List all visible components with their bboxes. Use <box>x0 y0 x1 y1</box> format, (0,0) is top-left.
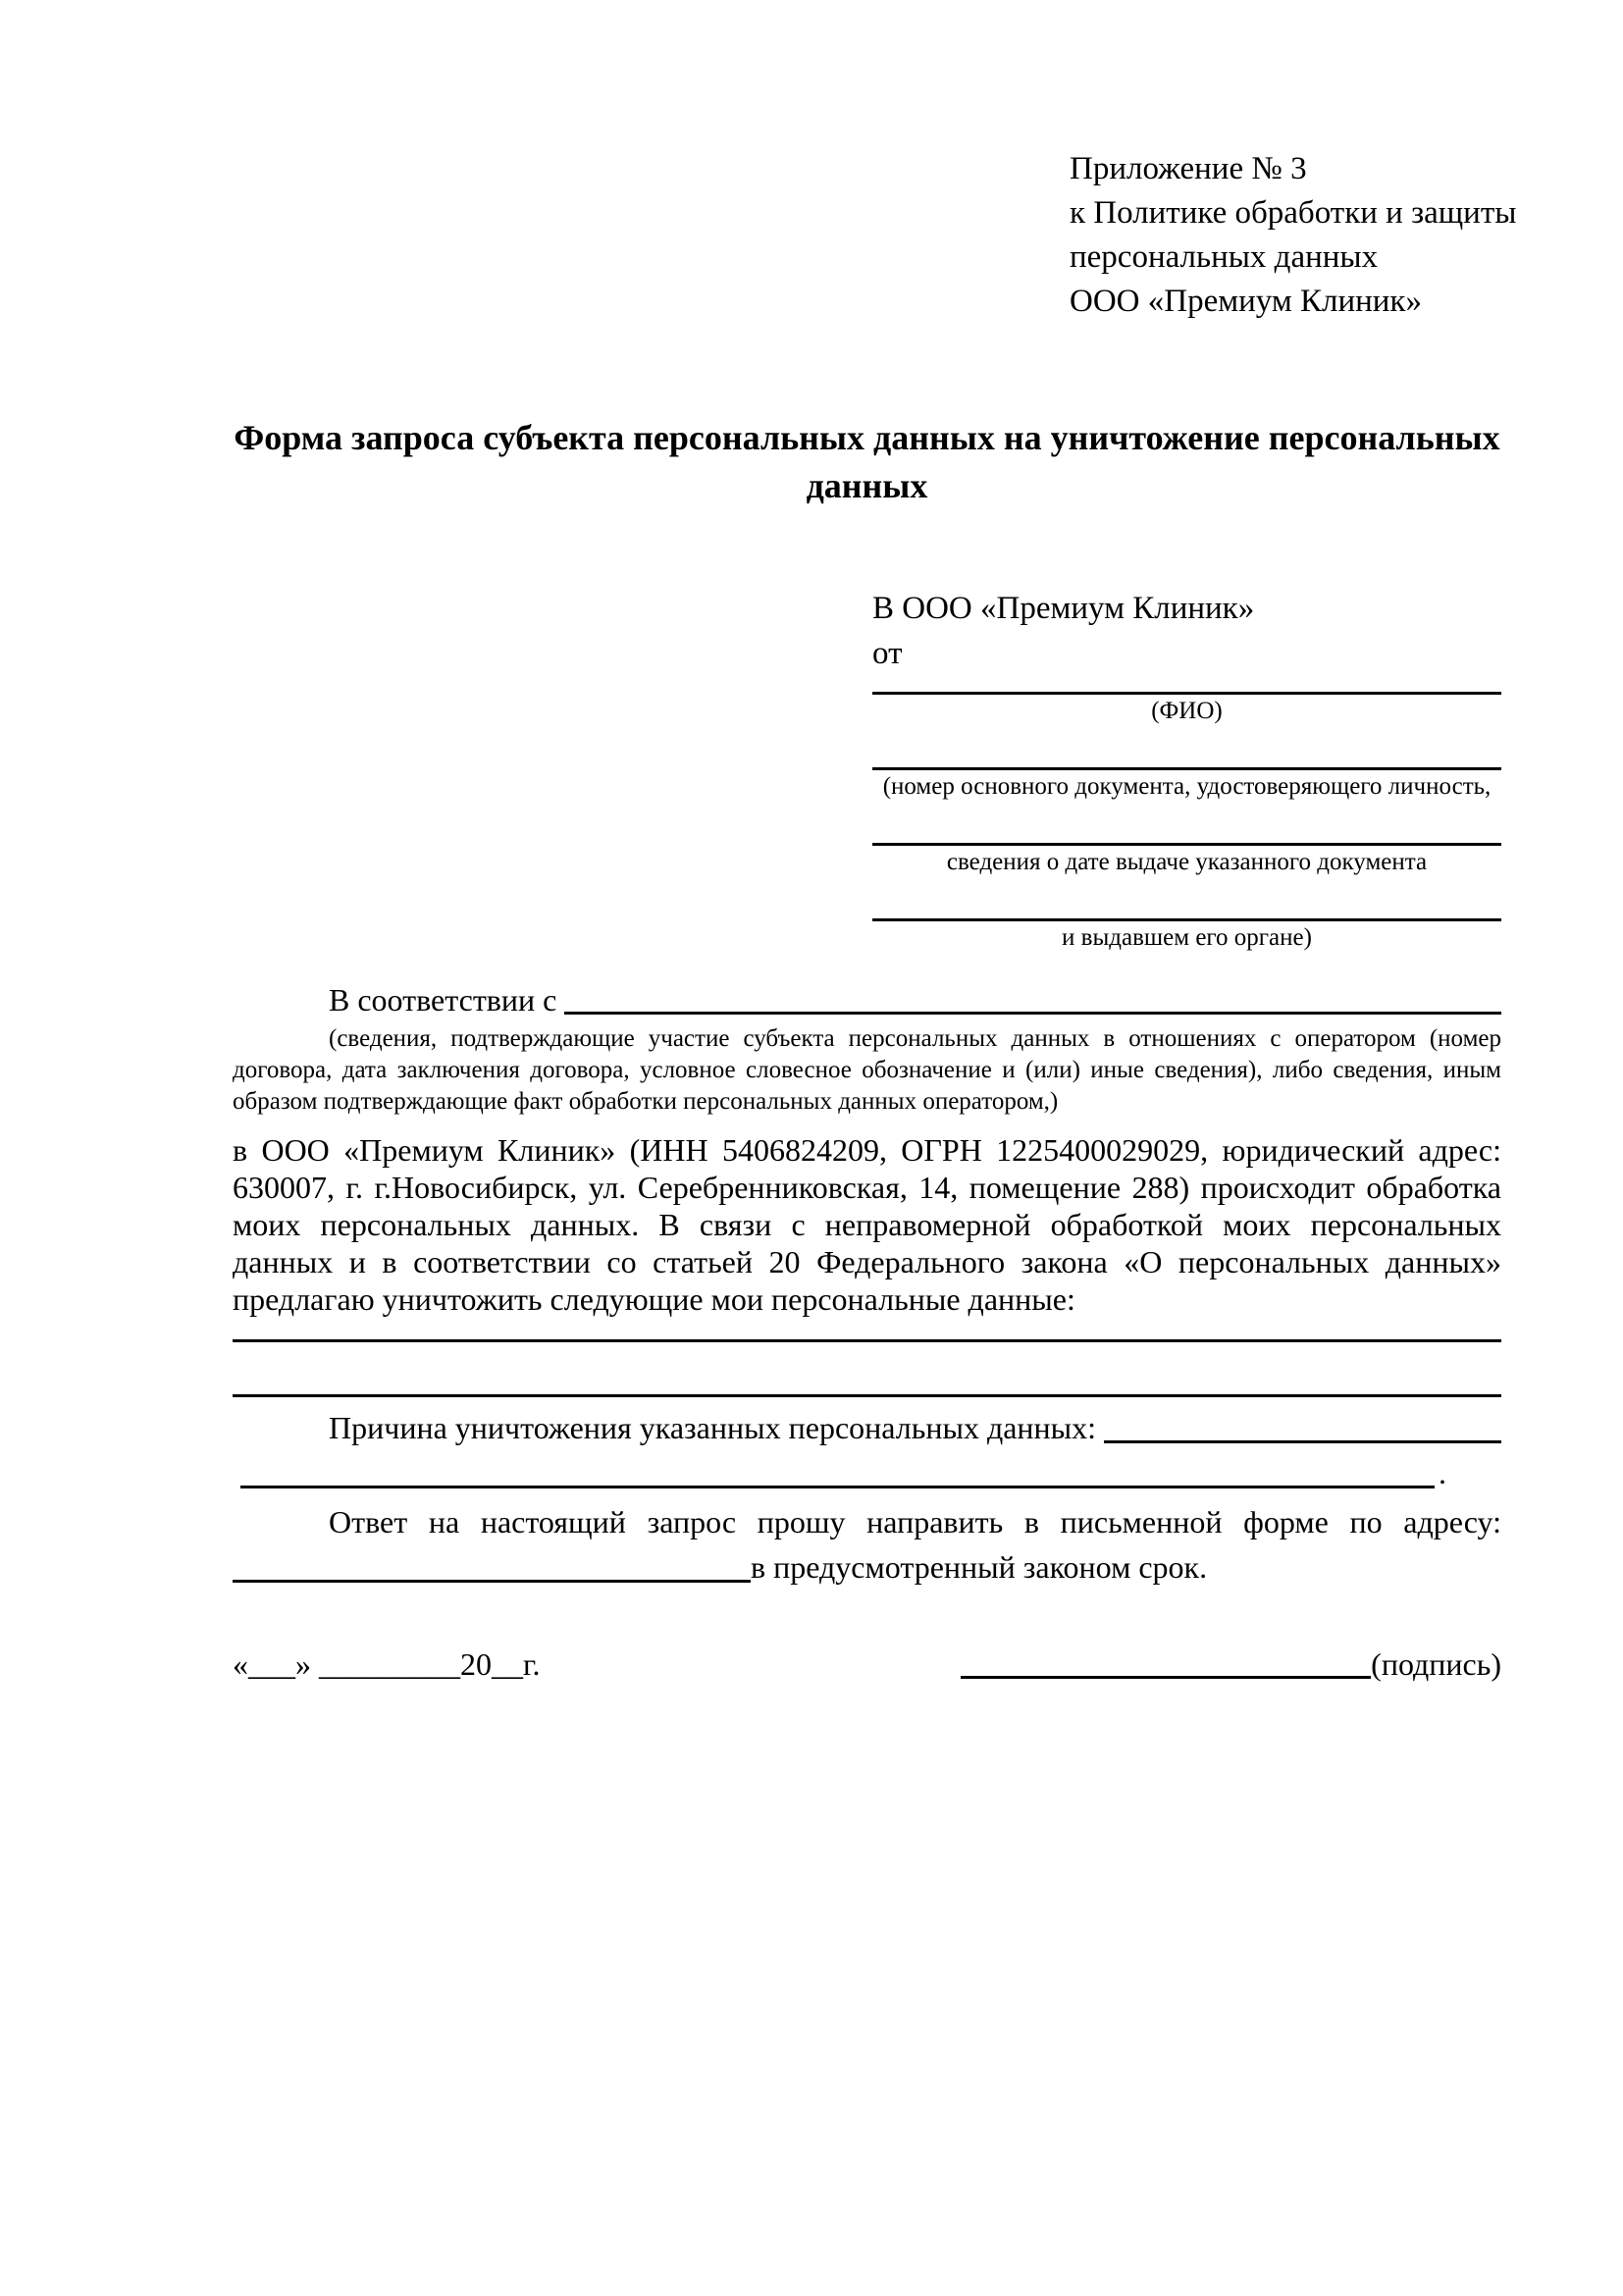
from-label: от <box>872 636 903 672</box>
date-signature-row <box>233 1643 1501 1686</box>
reason-blank-line <box>1104 1440 1501 1443</box>
reason-continuation-blank-line <box>240 1486 1435 1488</box>
signature-caption: (подпись) <box>1371 1646 1501 1683</box>
address-blank-line <box>233 1580 751 1583</box>
appendix-header <box>1070 147 1517 324</box>
reason-label: Причина уничтожения указанных персональных данных: <box>329 1410 1097 1446</box>
document-number-field <box>872 752 1501 802</box>
date-line: «___» _________20__г. <box>233 1646 541 1683</box>
issue-date-blank-line <box>872 827 1501 846</box>
fio-field <box>872 676 1501 726</box>
accordance-row <box>233 978 1501 1021</box>
appendix-header-line: Приложение № 3 <box>1070 151 1307 186</box>
reason-continuation-row <box>233 1450 1501 1495</box>
accordance-note: (сведения, подтверждающие участие субъекта персональных данных в отношениях с оператором (номер договора, дата заключения договора, условное словесное обозначение и (или) иные сведения), либо сведения, иным образом подтверждающие факт обработки персональных данных оператором,) <box>233 1025 1501 1116</box>
appendix-header-line: персональных данных <box>1070 239 1379 275</box>
signature-block <box>961 1643 1501 1686</box>
issue-date-caption: сведения о дате выдаче указанного документа <box>946 849 1428 876</box>
issue-date-field <box>872 827 1501 877</box>
addressee-organization: В ООО «Премиум Клиник» <box>872 591 1255 627</box>
accordance-blank-line <box>564 1012 1501 1015</box>
personal-data-blank-line <box>233 1342 1501 1397</box>
issuing-authority-caption: и выдавшем его органе) <box>1062 924 1312 952</box>
signature-blank-line <box>961 1676 1371 1679</box>
accordance-lead: В соответствии с <box>329 982 557 1018</box>
addressee-block <box>872 586 1501 953</box>
document-number-caption: (номер основного документа, удостоверяющего личность, <box>882 773 1492 801</box>
personal-data-blank-line <box>233 1318 1501 1342</box>
appendix-header-line: ООО «Премиум Клиник» <box>1070 284 1422 319</box>
reason-period: . <box>1439 1455 1446 1491</box>
fio-blank-line <box>872 676 1501 695</box>
appendix-header-line: к Политике обработки и защиты <box>1070 195 1517 231</box>
response-address-row <box>233 1544 1501 1590</box>
reason-row <box>233 1405 1501 1450</box>
fio-caption: (ФИО) <box>1151 698 1223 725</box>
issuing-authority-field <box>872 903 1501 953</box>
document-number-blank-line <box>872 752 1501 770</box>
form-title: Форма запроса субъекта персональных данных на уничтожение персональных данных <box>234 418 1500 505</box>
response-paragraph: Ответ на настоящий запрос прошу направить в письменной форме по адресу: <box>329 1504 1501 1540</box>
response-suffix: в предусмотренный законом срок. <box>751 1549 1208 1586</box>
body-paragraph: в ООО «Премиум Клиник» (ИНН 5406824209, ОГРН 1225400029029, юридический адрес: 630007, г. г.Новосибирск, ул. Серебренниковская, 14, помещение 288) происходит обработка моих персональных данных. В связи с неправомерной обработкой моих персональных данных и в соответствии со статьей 20 Федерального закона «О персональных данных» предлагаю уничтожить следующие мои персональные данные: <box>233 1132 1501 1318</box>
issuing-authority-blank-line <box>872 903 1501 921</box>
